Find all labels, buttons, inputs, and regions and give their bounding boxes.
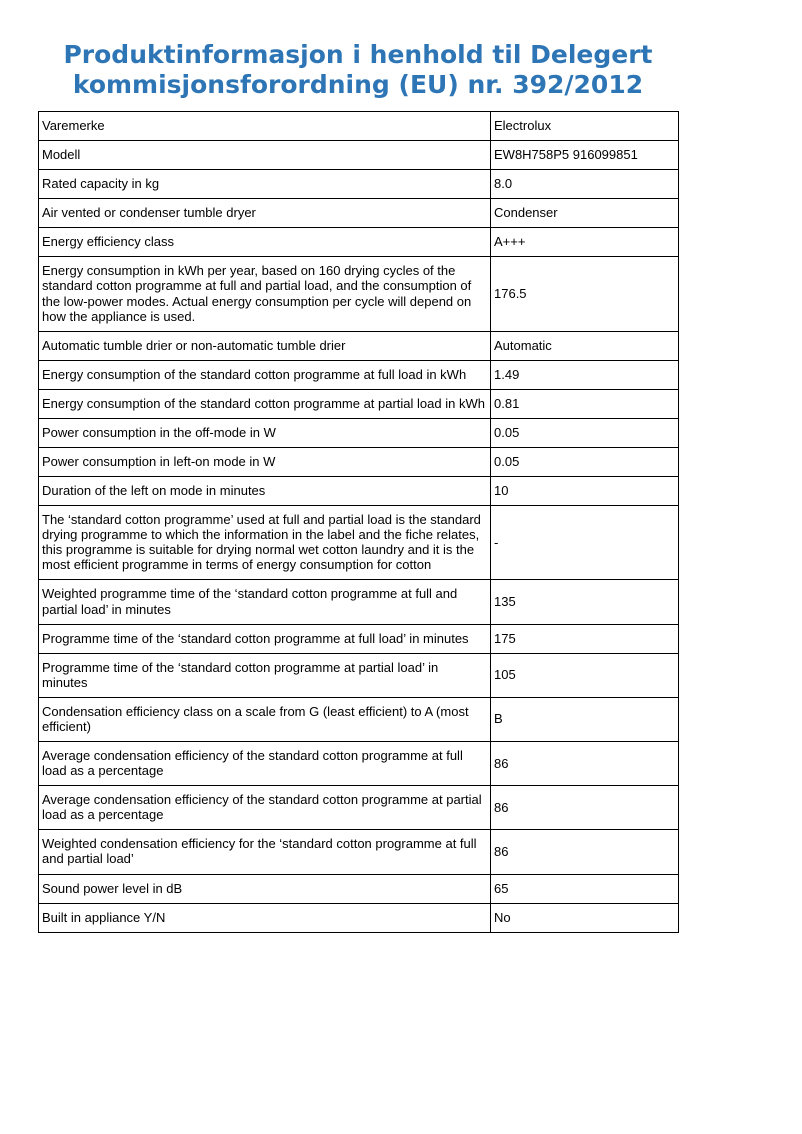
- product-info-table: [38, 111, 679, 933]
- spec-value-cell: 0.05: [491, 418, 679, 447]
- page-title-line1: Produktinformasjon i henhold til Delegert: [63, 40, 653, 69]
- spec-label-cell: Average condensation efficiency of the standard cotton programme at full load as a percentage: [39, 742, 491, 786]
- table-row: [39, 742, 679, 786]
- spec-value-cell: 1.49: [491, 360, 679, 389]
- spec-value-cell: No: [491, 903, 679, 932]
- spec-value-cell: 176.5: [491, 257, 679, 331]
- spec-label-cell: Rated capacity in kg: [39, 170, 491, 199]
- spec-label-cell: Weighted condensation efficiency for the ‘standard cotton programme at full and partial load’: [39, 830, 491, 874]
- table-row: [39, 141, 679, 170]
- table-row: [39, 874, 679, 903]
- spec-value-cell: 135: [491, 580, 679, 624]
- spec-label-cell: Air vented or condenser tumble dryer: [39, 199, 491, 228]
- spec-label-cell: Automatic tumble drier or non-automatic tumble drier: [39, 331, 491, 360]
- spec-table-body: [39, 112, 679, 933]
- spec-value-cell: Condenser: [491, 199, 679, 228]
- table-row: [39, 830, 679, 874]
- spec-label-cell: Power consumption in left-on mode in W: [39, 448, 491, 477]
- spec-value-cell: 86: [491, 742, 679, 786]
- spec-label-cell: Modell: [39, 141, 491, 170]
- table-row: [39, 506, 679, 580]
- spec-label-cell: Energy efficiency class: [39, 228, 491, 257]
- table-row: [39, 331, 679, 360]
- spec-label-cell: Average condensation efficiency of the standard cotton programme at partial load as a percentage: [39, 786, 491, 830]
- table-row: [39, 418, 679, 447]
- spec-value-cell: 105: [491, 653, 679, 697]
- spec-value-cell: -: [491, 506, 679, 580]
- table-row: [39, 903, 679, 932]
- table-row: [39, 653, 679, 697]
- spec-value-cell: 0.05: [491, 448, 679, 477]
- table-row: [39, 448, 679, 477]
- spec-value-cell: 86: [491, 786, 679, 830]
- spec-value-cell: Electrolux: [491, 112, 679, 141]
- table-row: [39, 112, 679, 141]
- table-row: [39, 477, 679, 506]
- spec-label-cell: Sound power level in dB: [39, 874, 491, 903]
- spec-value-cell: Automatic: [491, 331, 679, 360]
- spec-label-cell: Energy consumption of the standard cotton programme at partial load in kWh: [39, 389, 491, 418]
- table-row: [39, 624, 679, 653]
- table-row: [39, 170, 679, 199]
- spec-value-cell: 8.0: [491, 170, 679, 199]
- table-row: [39, 389, 679, 418]
- spec-value-cell: 0.81: [491, 389, 679, 418]
- spec-label-cell: Programme time of the ‘standard cotton programme at full load’ in minutes: [39, 624, 491, 653]
- spec-value-cell: EW8H758P5 916099851: [491, 141, 679, 170]
- spec-label-cell: Built in appliance Y/N: [39, 903, 491, 932]
- spec-value-cell: A+++: [491, 228, 679, 257]
- table-row: [39, 199, 679, 228]
- page-title-line2: kommisjonsforordning (EU) nr. 392/2012: [72, 69, 644, 99]
- page-title: [38, 40, 678, 99]
- spec-label-cell: Energy consumption in kWh per year, based on 160 drying cycles of the standard cotton programme at full and partial load, and the consumption of the low-power modes. Actual energy consumption per cycle will depend on how the appliance is used.: [39, 257, 491, 331]
- spec-value-cell: 175: [491, 624, 679, 653]
- spec-value-cell: 86: [491, 830, 679, 874]
- table-row: [39, 228, 679, 257]
- spec-label-cell: Programme time of the ‘standard cotton programme at partial load’ in minutes: [39, 653, 491, 697]
- spec-label-cell: Varemerke: [39, 112, 491, 141]
- spec-value-cell: 10: [491, 477, 679, 506]
- table-row: [39, 697, 679, 741]
- table-row: [39, 786, 679, 830]
- spec-value-cell: 65: [491, 874, 679, 903]
- table-row: [39, 580, 679, 624]
- spec-value-cell: B: [491, 697, 679, 741]
- table-row: [39, 360, 679, 389]
- spec-label-cell: Condensation efficiency class on a scale from G (least efficient) to A (most efficient): [39, 697, 491, 741]
- spec-label-cell: The ‘standard cotton programme’ used at full and partial load is the standard drying programme to which the information in the label and the fiche relates, this programme is suitable for drying normal wet cotton laundry and it is the most efficient programme in terms of energy consumption for cotton: [39, 506, 491, 580]
- table-row: [39, 257, 679, 331]
- spec-label-cell: Power consumption in the off-mode in W: [39, 418, 491, 447]
- spec-label-cell: Duration of the left on mode in minutes: [39, 477, 491, 506]
- spec-label-cell: Weighted programme time of the ‘standard cotton programme at full and partial load’ in minutes: [39, 580, 491, 624]
- spec-label-cell: Energy consumption of the standard cotton programme at full load in kWh: [39, 360, 491, 389]
